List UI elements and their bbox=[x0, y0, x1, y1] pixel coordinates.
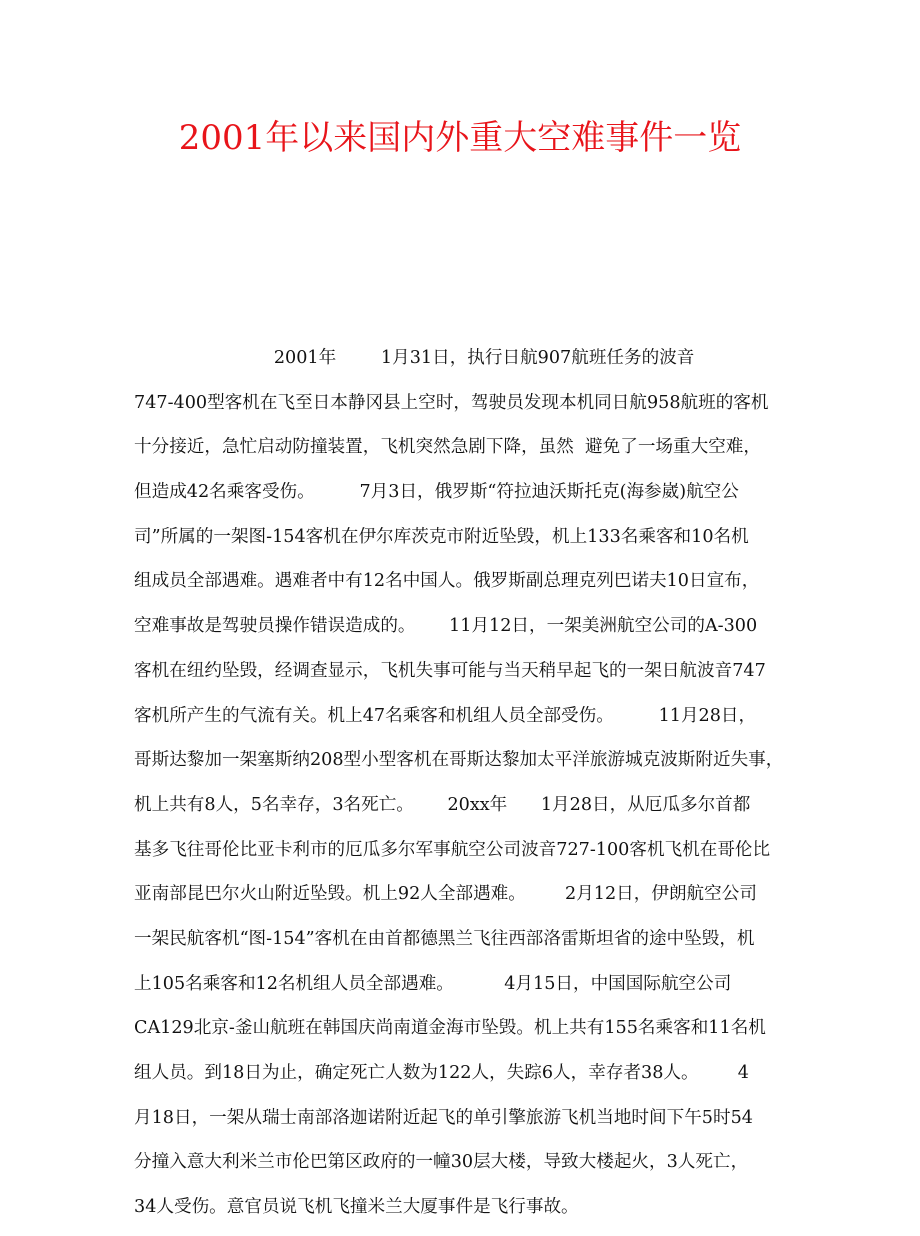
body-line: 客机所产生的气流有关。机上47名乘客和机组人员全部受伤。 11月28日， bbox=[134, 705, 757, 726]
body-line: 组人员。到18日为止，确定死亡人数为122人，失踪6人，幸存者38人。 4 bbox=[134, 1063, 749, 1083]
body-line: 分撞入意大利米兰市伦巴第区政府的一幢30层大楼，导致大楼起火，3人死亡， bbox=[134, 1152, 749, 1173]
body-line: 一架民航客机“图-154”客机在由首都德黑兰飞往西部洛雷斯坦省的途中坠毁，机 bbox=[134, 928, 755, 949]
body-line: 空难事故是驾驶员操作错误造成的。 11月12日，一架美洲航空公司的A-300 bbox=[134, 616, 758, 637]
page-title: 2001年以来国内外重大空难事件一览 bbox=[178, 118, 742, 158]
body-line: 司”所属的一架图-154客机在伊尔库茨克市附近坠毁，机上133名乘客和10名机 bbox=[134, 526, 749, 547]
body-line: 基多飞往哥伦比亚卡利市的厄瓜多尔军事航空公司波音727-100客机飞机在哥伦比 bbox=[134, 839, 771, 860]
body-line: 747-400型客机在飞至日本静冈县上空时，驾驶员发现本机同日航958航班的客机 bbox=[134, 392, 769, 413]
body-line: CA129北京-釜山航班在韩国庆尚南道金海市坠毁。机上共有155名乘客和11名机 bbox=[134, 1018, 766, 1039]
body-line: 组成员全部遇难。遇难者中有12名中国人。俄罗斯副总理克列巴诺夫10日宣布， bbox=[134, 571, 760, 592]
body-line: 十分接近，急忙启动防撞装置，飞机突然急剧下降，虽然 避免了一场重大空难， bbox=[134, 437, 761, 458]
body-line: 机上共有8人，5名幸存，3名死亡。 20xx年 1月28日，从厄瓜多尔首都 bbox=[134, 794, 751, 815]
body-line: 亚南部昆巴尔火山附近坠毁。机上92人全部遇难。 2月12日，伊朗航空公司 bbox=[134, 884, 757, 905]
document-body bbox=[134, 342, 794, 1236]
body-line: 2001年 1月31日，执行日航907航班任务的波音 bbox=[134, 348, 695, 368]
body-line: 客机在纽约坠毁，经调查显示，飞机失事可能与当天稍早起飞的一架日航波音747 bbox=[134, 660, 766, 681]
body-line: 月18日，一架从瑞士南部洛迦诺附近起飞的单引擎旅游飞机当地时间下午5时54 bbox=[134, 1107, 753, 1128]
body-line: 上105名乘客和12名机组人员全部遇难。 4月15日，中国国际航空公司 bbox=[134, 973, 732, 994]
body-line: 34人受伤。意官员说飞机飞撞米兰大厦事件是飞行事故。 bbox=[134, 1197, 579, 1218]
body-line: 但造成42名乘客受伤。 7月3日，俄罗斯“符拉迪沃斯托克(海参崴)航空公 bbox=[134, 482, 739, 503]
body-line: 哥斯达黎加一架塞斯纳208型小型客机在哥斯达黎加太平洋旅游城克波斯附近失事， bbox=[134, 750, 784, 771]
